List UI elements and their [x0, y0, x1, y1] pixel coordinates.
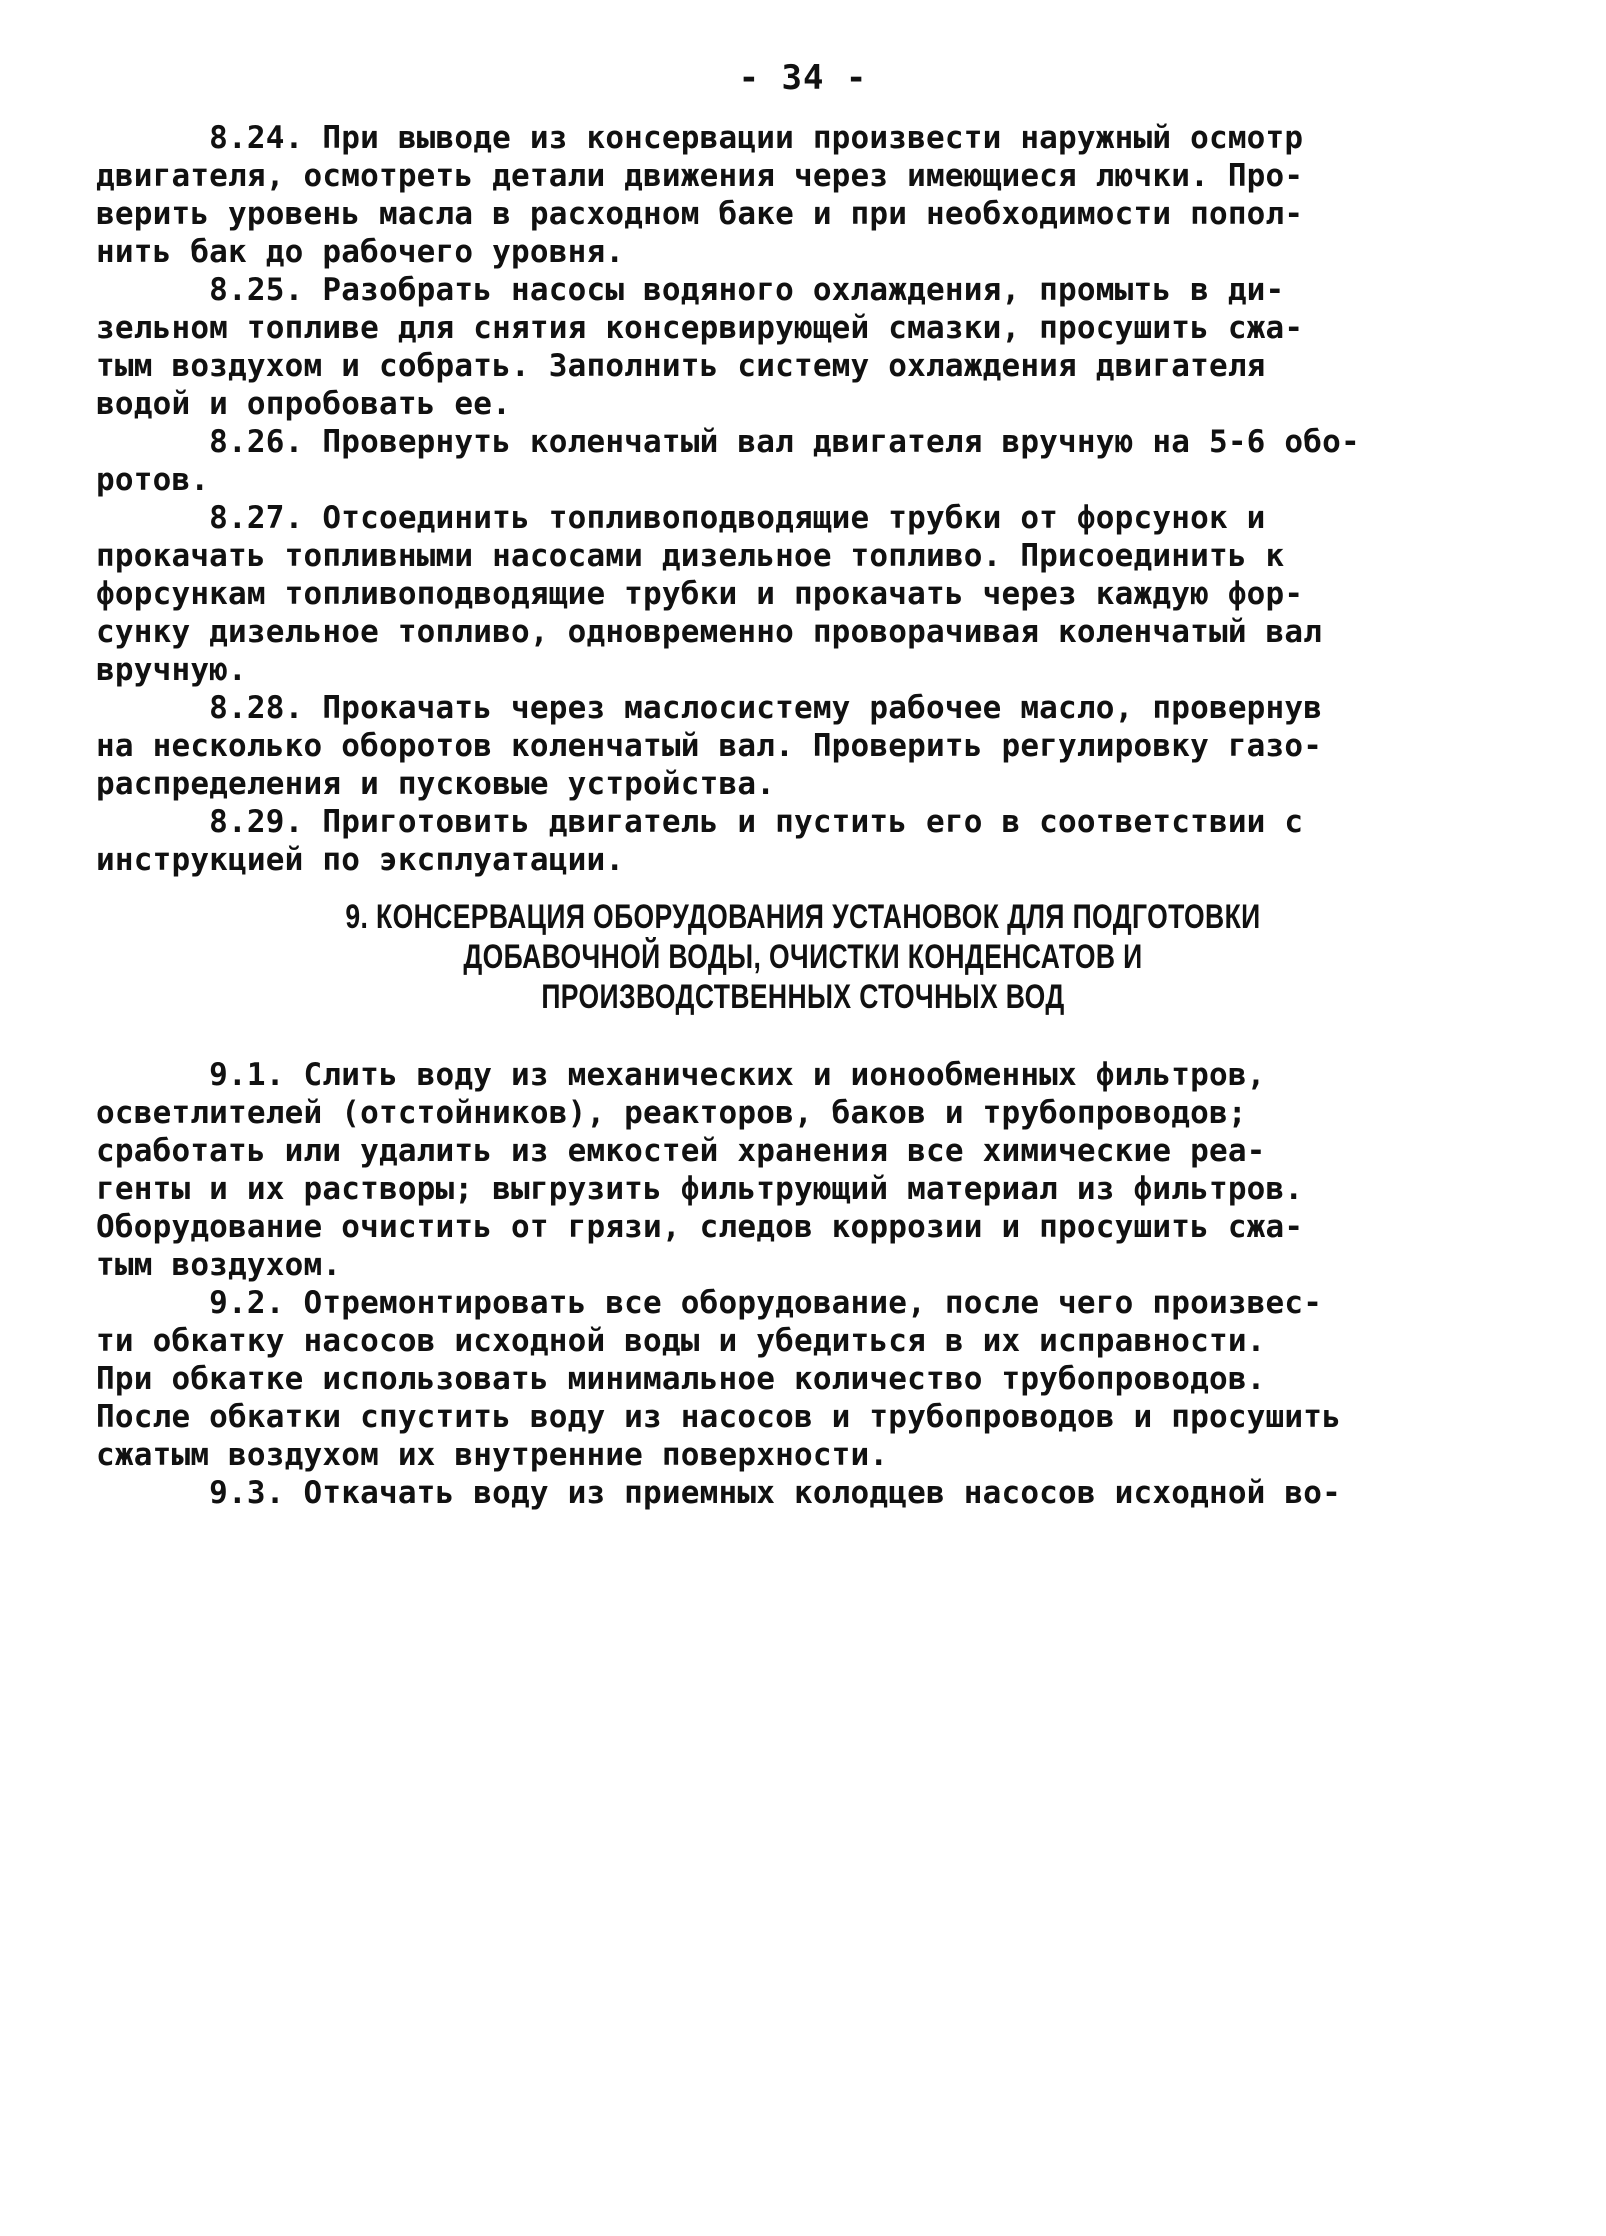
text-line: сработать или удалить из емкостей хранения все химические реа-: [96, 1133, 1266, 1169]
text-line: 8.24. При выводе из консервации произвести наружный осмотр: [96, 120, 1304, 156]
text-line: верить уровень масла в расходном баке и при необходимости попол-: [96, 196, 1304, 232]
page-number: - 34 -: [738, 58, 868, 98]
text-line: тым воздухом.: [96, 1247, 342, 1283]
text-line: водой и опробовать ее.: [96, 386, 511, 422]
text-line: сунку дизельное топливо, одновременно проворачивая коленчатый вал: [96, 614, 1323, 650]
text-line: инструкцией по эксплуатации.: [96, 842, 625, 878]
text-line: 9.1. Слить воду из механических и ионообменных фильтров,: [96, 1057, 1266, 1093]
text-line: 9.2. Отремонтировать все оборудование, после чего произвес-: [96, 1285, 1323, 1321]
text-line: зельном топливе для снятия консервирующей смазки, просушить сжа-: [96, 310, 1304, 346]
text-line: 8.26. Провернуть коленчатый вал двигателя вручную на 5-6 обо-: [96, 424, 1360, 460]
text-line: генты и их растворы; выгрузить фильтрующий материал из фильтров.: [96, 1171, 1304, 1207]
text-line: 8.25. Разобрать насосы водяного охлаждения, промыть в ди-: [96, 272, 1285, 308]
text-line: 8.27. Отсоединить топливоподводящие трубки от форсунок и: [96, 500, 1266, 536]
text-line: на несколько оборотов коленчатый вал. Проверить регулировку газо-: [96, 728, 1323, 764]
text-line: осветлителей (отстойников), реакторов, баков и трубопроводов;: [96, 1095, 1247, 1131]
text-line: тым воздухом и собрать. Заполнить систему охлаждения двигателя: [96, 348, 1266, 384]
text-line: ти обкатку насосов исходной воды и убедиться в их исправности.: [96, 1323, 1266, 1359]
text-line: 8.28. Прокачать через маслосистему рабочее масло, провернув: [96, 690, 1323, 726]
text-line: 9.3. Откачать воду из приемных колодцев насосов исходной во-: [96, 1475, 1341, 1511]
text-line: После обкатки спустить воду из насосов и трубопроводов и просушить: [96, 1399, 1341, 1435]
text-line: При обкатке использовать минимальное количество трубопроводов.: [96, 1361, 1266, 1397]
text-line: ротов.: [96, 462, 210, 498]
text-line: распределения и пусковые устройства.: [96, 766, 776, 802]
heading-line: ПРОИЗВОДСТВЕННЫХ СТОЧНЫХ ВОД: [541, 978, 1065, 1016]
text-line: Оборудование очистить от грязи, следов коррозии и просушить сжа-: [96, 1209, 1304, 1245]
heading-line: 9. КОНСЕРВАЦИЯ ОБОРУДОВАНИЯ УСТАНОВОК ДЛЯ ПОДГОТОВКИ: [345, 898, 1261, 936]
text-line: форсункам топливоподводящие трубки и прокачать через каждую фор-: [96, 576, 1304, 612]
text-line: сжатым воздухом их внутренние поверхности.: [96, 1437, 889, 1473]
text-line: двигателя, осмотреть детали движения через имеющиеся лючки. Про-: [96, 158, 1304, 194]
text-line: 8.29. Приготовить двигатель и пустить его в соответствии с: [96, 804, 1304, 840]
heading-line: ДОБАВОЧНОЙ ВОДЫ, ОЧИСТКИ КОНДЕНСАТОВ И: [463, 938, 1143, 976]
text-line: нить бак до рабочего уровня.: [96, 234, 625, 270]
text-line: вручную.: [96, 652, 247, 688]
text-line: прокачать топливными насосами дизельное топливо. Присоединить к: [96, 538, 1285, 574]
